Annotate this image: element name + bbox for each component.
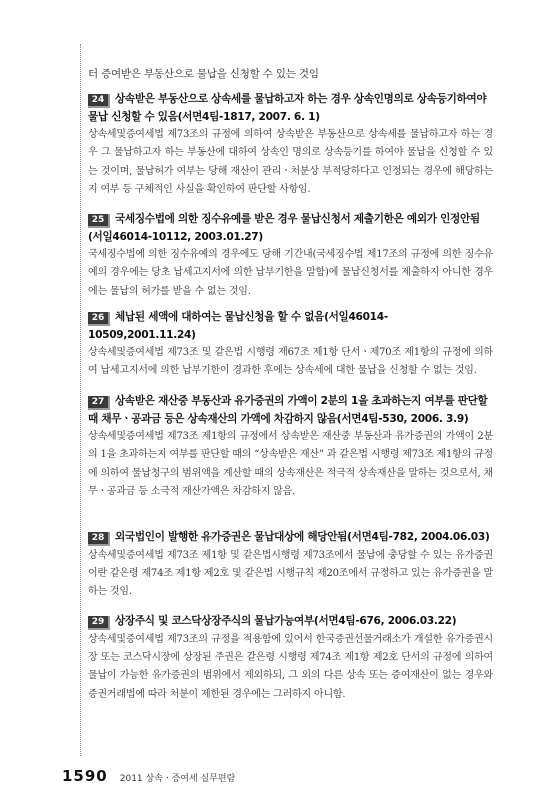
margin-dotted-rule <box>80 44 81 756</box>
section-29 <box>88 613 493 704</box>
section-heading-text: 상속받은 부동산으로 상속세를 물납하고자 하는 경우 상속인명의로 상속등기하여야 물납 신청할 수 있음(서면4팀-1817, 2007. 6. 1) <box>88 93 487 123</box>
section-27 <box>88 393 493 502</box>
section-number-badge: 24 <box>88 94 110 108</box>
section-number-badge: 27 <box>88 396 110 410</box>
section-heading-text: 외국법인이 발행한 유가증권은 물납대상에 해당안됨(서면4팀-782, 2004.06.03) <box>115 531 490 543</box>
section-heading <box>88 91 493 126</box>
section-body: 상속세및증여세법 제73조 제1항의 규정에서 상속받은 재산중 부동산과 유가증권의 가액이 2분의 1을 초과하는지 여부를 판단할 때의 “상속받은 재산” 과 같은법 시행령 제73조 제1항의 규정에 의하여 물납청구의 범위액을 계산할 때의 상속재산은 적극적 상속재산을 말하는 것으로서, 채무ㆍ공과금 등 소극적 재산가액은 차감하지 않음. <box>88 431 493 498</box>
section-number-badge: 29 <box>88 616 110 630</box>
section-heading <box>88 211 493 246</box>
section-heading-text: 상장주식 및 코스닥상장주식의 물납가능여부(서면4팀-676, 2006.03.22) <box>115 615 457 627</box>
section-body: 상속세및증여세법 제73조 및 같은법 시행령 제67조 제1항 단서ㆍ제70조 제1항의 규정에 의하여 납세고지서에 의한 납부기한이 경과한 후에는 상속세에 대한 물납을 신청할 수 없는 것임. <box>88 347 493 377</box>
section-heading <box>88 309 493 344</box>
section-heading-text: 상속받은 재산중 부동산과 유가증권의 가액이 2분의 1을 초과하는지 여부를 판단할 때 채무ㆍ공과금 등은 상속재산의 가액에 차감하지 않음(서면4팀-530, 2006. 3.9) <box>88 395 488 425</box>
section-number-badge: 25 <box>88 214 110 228</box>
section-26 <box>88 309 493 381</box>
section-25 <box>88 211 493 301</box>
section-heading <box>88 529 493 547</box>
page-number: 1590 <box>62 767 108 785</box>
section-body: 상속세및증여세법 제73조의 규정에 의하여 상속받은 부동산으로 상속세를 물납하고자 하는 경우 그 물납하고자 하는 부동산에 대하여 상속인 명의로 상속등기를 하여야 물납을 신청할 수 있는 것이며, 물납허가 여부는 당해 재산이 관리ㆍ처분상 부적당하다고 인정되는 경우에 해당하는지 여부 등 구체적인 사실을 확인하여 판단할 사항임. <box>88 129 493 196</box>
intro-continuation-text: 터 증여받은 부동산으로 물납을 신청할 수 있는 것임 <box>88 67 319 80</box>
section-body: 국세징수법에 의한 징수유예의 경우에도 당해 기간내(국세징수법 제17조의 규정에 의한 징수유예의 경우에는 당초 납세고지서에 의한 납부기한을 말함)에 물납신청서를 제출하지 아니한 경우에는 물납의 허가를 받을 수 없는 것임. <box>88 249 493 297</box>
book-title: 2011 상속ㆍ증여세 실무편람 <box>119 774 236 784</box>
section-body: 상속세및증여세법 제73조의 규정을 적용함에 있어서 한국증권선물거래소가 개설한 유가증권시장 또는 코스닥시장에 상장된 주권은 같은령 시행령 제74조 제1항 제2호 단서의 규정에 의하여 물납이 가능한 유가증권의 범위에서 제외하되, 그 외의 다른 상속 또는 증여재산이 없는 경우와 증권거래법에 따라 처분이 제한된 경우에는 그러하지 아니함. <box>88 633 493 700</box>
section-heading-text: 국세징수법에 의한 징수유예를 받은 경우 물납신청서 제출기한은 예외가 인정안됨(서일46014-10112, 2003.01.27) <box>88 213 480 243</box>
section-28 <box>88 529 493 602</box>
section-body: 상속세및증여세법 제73조 제1항 및 같은법시행령 제73조에서 물납에 충당할 수 있는 유가증권이란 같은령 제74조 제1항 제2호 및 같은법 시행규칙 제20조에서 규정하고 있는 유가증권을 말하는 것임. <box>88 549 493 598</box>
section-heading-text: 체납된 세액에 대하여는 물납신청을 할 수 없음(서일46014-10509,2001.11.24) <box>88 311 388 341</box>
section-heading <box>88 613 493 631</box>
section-24 <box>88 91 493 200</box>
section-heading <box>88 393 493 428</box>
section-number-badge: 28 <box>88 532 110 546</box>
section-number-badge: 26 <box>88 312 110 326</box>
page-footer <box>62 766 235 785</box>
